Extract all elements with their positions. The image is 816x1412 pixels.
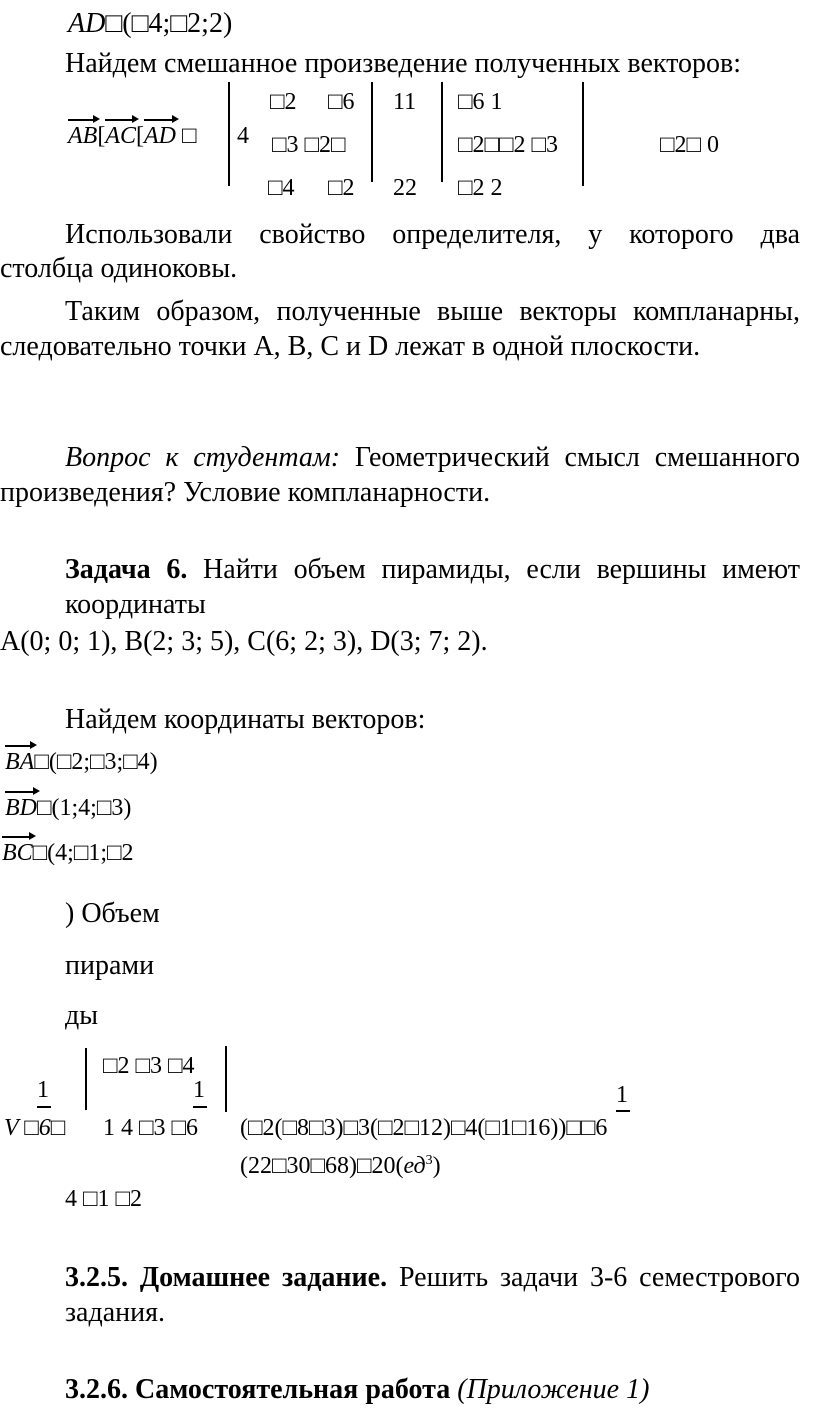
determinant-cell: □2□□2 □3	[458, 132, 558, 158]
vector-bc-coordinates	[2, 841, 134, 865]
fraction-bar	[616, 1110, 630, 1112]
vector-coords: □(□4;□2;2)	[105, 8, 233, 39]
determinant-cell: □2	[328, 175, 355, 201]
fraction-numerator: 1	[37, 1077, 49, 1103]
self-work-label: 3.2.6. Самостоятельная работа	[65, 1374, 451, 1405]
determinant-bar	[225, 1046, 227, 1112]
fraction-numerator: 1	[193, 1077, 205, 1103]
determinant-cell: 11	[393, 89, 417, 115]
vector-coords: □(1;4;□3)	[37, 795, 132, 821]
question-paragraph	[65, 444, 800, 472]
vector-ad-coordinates	[68, 10, 232, 38]
homework-heading	[65, 1264, 800, 1292]
separator: [	[97, 123, 106, 149]
determinant-cell: □2 2	[458, 175, 503, 201]
conclusion-paragraph-cont: следовательно точки А, В, С и D лежат в одной плоскости.	[0, 331, 701, 362]
volume-lhs	[4, 1116, 65, 1140]
mixed-product-vectors	[68, 124, 197, 148]
determinant-cell: □6 1	[458, 89, 503, 115]
determinant-cell: □4	[268, 175, 295, 201]
determinant-row: 1 4 □3 □6	[103, 1115, 198, 1141]
task6-heading	[65, 556, 800, 584]
determinant-cell: 22	[393, 175, 417, 201]
vector-ad: AD	[144, 123, 176, 149]
equals-sign: □	[182, 123, 197, 149]
determinant-result: □2□ 0	[660, 132, 719, 158]
vector-name: BD	[5, 795, 37, 821]
question-text: Геометрический смысл смешанного	[354, 442, 801, 473]
homework-label: 3.2.5. Домашнее задание.	[65, 1262, 388, 1293]
vector-ba-coordinates	[5, 750, 158, 774]
determinant-bar	[228, 82, 230, 186]
property-paragraph-cont: столбца одиноковы.	[0, 253, 238, 284]
task6-cont: координаты	[65, 589, 206, 620]
fraction-bar	[37, 1106, 51, 1108]
determinant-cell: □3 □2□	[272, 132, 346, 158]
self-work-appendix: (Приложение 1)	[457, 1374, 650, 1405]
vector-ab: AB	[68, 123, 98, 149]
conclusion-paragraph: Таким образом, полученные выше векторы компланарны,	[65, 296, 800, 327]
vector-coords: □(4;□1;□2	[32, 840, 134, 866]
volume-result	[240, 1154, 441, 1178]
fraction-bar	[193, 1106, 207, 1108]
determinant-bar	[85, 1048, 87, 1110]
vector-coords: □(□2;□3;□4)	[34, 749, 158, 775]
determinant-bar	[441, 82, 443, 182]
find-coords-text: Найдем координаты векторов:	[65, 704, 426, 735]
volume-text: ды	[65, 1000, 99, 1031]
determinant-cell: □6	[328, 89, 355, 115]
vector-ac: AC	[105, 123, 136, 149]
vector-bd-coordinates	[5, 796, 131, 820]
question-label: Вопрос к студентам:	[65, 442, 341, 473]
determinant-bar	[371, 82, 373, 182]
vector-name: AD	[68, 8, 106, 39]
homework-cont: задания.	[65, 1297, 166, 1328]
determinant-row: □2 □3 □4	[103, 1053, 195, 1079]
task6-text: Найти объем пирамиды, если вершины имеют	[203, 554, 801, 585]
volume-text: пирами	[65, 950, 155, 981]
property-paragraph: Использовали свойство определителя, у которого два	[65, 219, 800, 250]
result-value: (22□30□68)□20(	[240, 1153, 404, 1179]
vector-name: BA	[5, 749, 35, 775]
separator: [	[136, 123, 144, 149]
homework-text: Решить задачи 3-6 семестрового	[398, 1262, 800, 1293]
unit-exponent: 3	[425, 1153, 433, 1168]
task6-label: Задача 6.	[65, 554, 188, 585]
paren: )	[432, 1153, 441, 1179]
determinant-row: 4 □1 □2	[65, 1186, 142, 1212]
fraction-numerator: 1	[616, 1082, 628, 1108]
determinant-expansion: (□2(□8□3)□3(□2□12)□4(□1□16))□□6	[240, 1115, 608, 1141]
task6-points: A(0; 0; 1), B(2; 3; 5), C(6; 2; 3), D(3; 7; 2).	[0, 626, 488, 657]
determinant-bar	[582, 82, 584, 186]
self-work-heading	[65, 1376, 649, 1404]
vector-name: BC	[2, 840, 33, 866]
determinant-cell: □2	[270, 89, 297, 115]
mixed-product-intro: Найдем смешанное произведение полученных векторов:	[65, 48, 742, 79]
determinant-cell: 4	[237, 123, 249, 149]
unit: ед	[403, 1153, 426, 1179]
volume-text: ) Объем	[65, 898, 160, 929]
volume-symbol: V □6□	[4, 1115, 66, 1141]
question-paragraph-cont: произведения? Условие компланарности.	[0, 477, 491, 508]
